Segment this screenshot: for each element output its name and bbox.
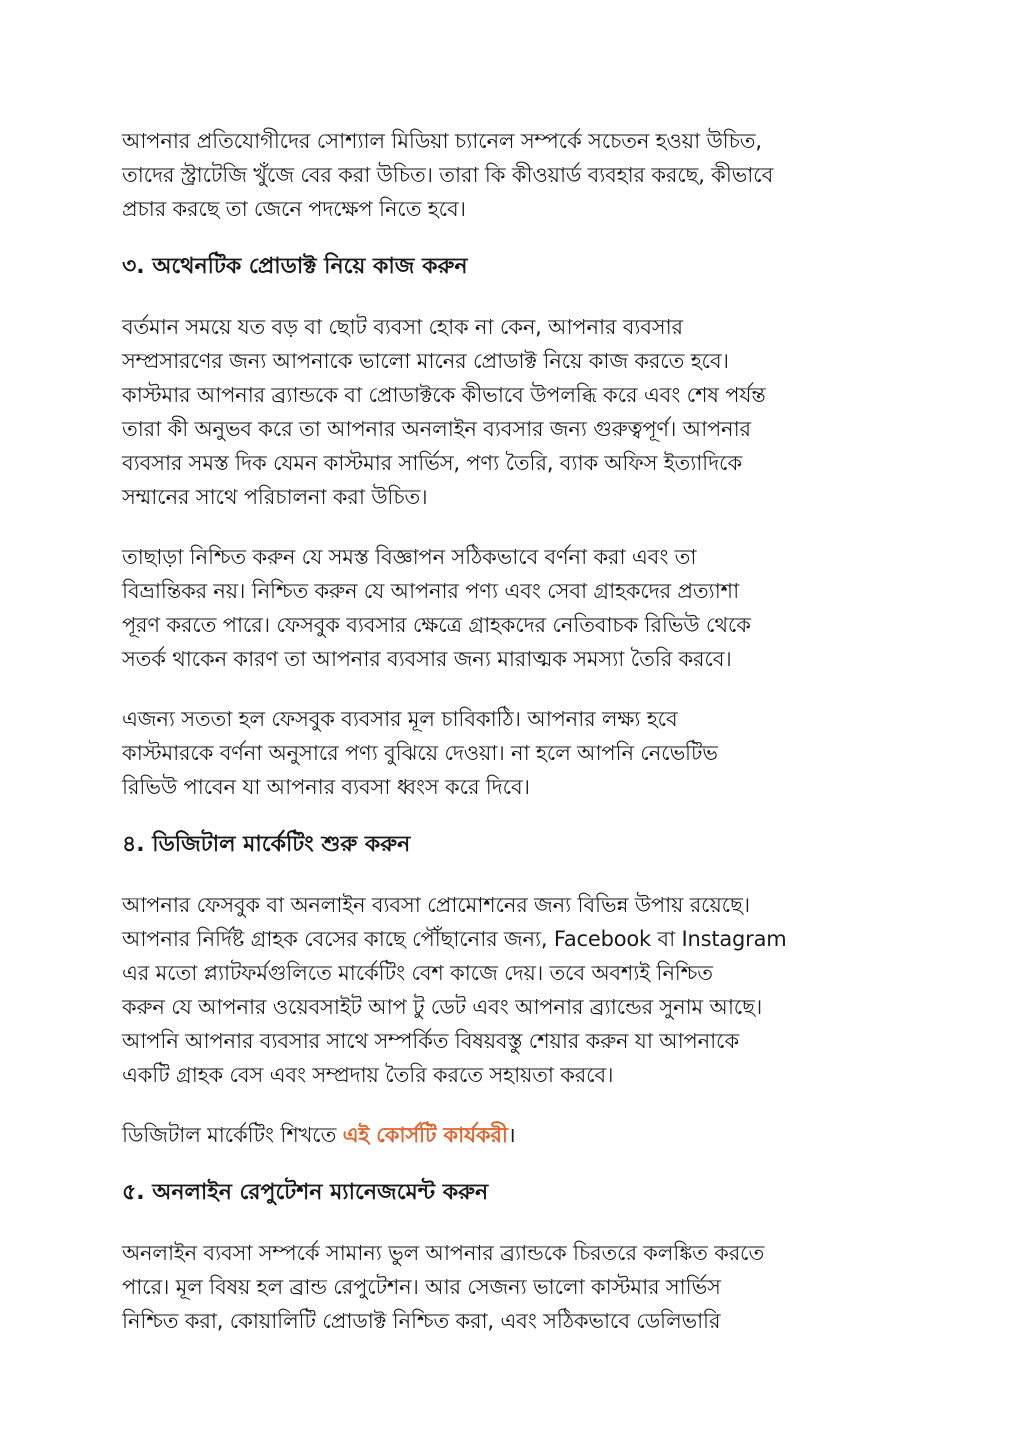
text-line: নিশ্চিত করা, কোয়ালিটি প্রোডাক্ট নিশ্চিত করা, এবং সঠিকভাবে ডেলিভারি xyxy=(122,1309,721,1333)
text-line: পূরণ করতে পারে। ফেসবুক ব্যবসার ক্ষেত্রে গ্রাহকদের নেতিবাচক রিভিউ থেকে xyxy=(122,613,751,637)
section-4-paragraph-1 xyxy=(122,888,902,1092)
document-content xyxy=(122,124,902,1338)
text-line: কাস্টমার আপনার ব্র্যান্ডকে বা প্রোডাক্টকে কীভাবে উপলব্ধি করে এবং শেষ পর্যন্ত xyxy=(122,383,766,407)
text-line: বর্তমান সময়ে যত বড় বা ছোট ব্যবসা হোক না কেন, আপনার ব্যবসার xyxy=(122,315,683,339)
text-line: তাছাড়া নিশ্চিত করুন যে সমস্ত বিজ্ঞাপন সঠিকভাবে বর্ণনা করা এবং তা xyxy=(122,545,697,569)
text-line: প্রচার করছে তা জেনে পদক্ষেপ নিতে হবে। xyxy=(122,197,466,221)
text-line: বিভ্রান্তিকর নয়। নিশ্চিত করুন যে আপনার পণ্য এবং সেবা গ্রাহকদের প্রত্যাশা xyxy=(122,579,739,603)
text-line xyxy=(122,1118,902,1152)
course-link[interactable]: এই কোর্সটি কার্যকরী xyxy=(342,1123,508,1147)
text-line: তারা কী অনুভব করে তা আপনার অনলাইন ব্যবসার জন্য গুরুত্বপূর্ণ। আপনার xyxy=(122,417,751,441)
text-line: পারে। মূল বিষয় হল ব্রান্ড রেপুটেশন। আর সেজন্য ভালো কাস্টমার সার্ভিস xyxy=(122,1275,721,1299)
text-line: একটি গ্রাহক বেস এবং সম্প্রদায় তৈরি করতে সহায়তা করবে। xyxy=(122,1063,614,1087)
text-line: অনলাইন ব্যবসা সম্পর্কে সামান্য ভুল আপনার ব্র্যান্ডকে চিরতরে কলঙ্কিত করতে xyxy=(122,1241,765,1265)
text-line: সম্প্রসারণের জন্য আপনাকে ভালো মানের প্রোডাক্ট নিয়ে কাজ করতে হবে। xyxy=(122,349,729,373)
section-3-heading: ৩. অথেনটিক প্রোডাক্ট নিয়ে কাজ করুন xyxy=(122,254,468,279)
text-line: সম্মানের সাথে পরিচালনা করা উচিত। xyxy=(122,485,428,509)
text-line: ব্যবসার সমস্ত দিক যেমন কাস্টমার সার্ভিস, পণ্য তৈরি, ব্যাক অফিস ইত্যাদিকে xyxy=(122,451,742,475)
section-3-paragraph-1 xyxy=(122,310,902,514)
text-line: তাদের স্ট্রাটেজি খুঁজে বের করা উচিত। তারা কি কীওয়ার্ড ব্যবহার করছে, কীভাবে xyxy=(122,163,774,187)
course-prefix-text: ডিজিটাল মার্কেটিং শিখতে xyxy=(122,1123,343,1147)
section-5-heading: ৫. অনলাইন রেপুটেশন ম্যানেজমেন্ট করুন xyxy=(122,1180,489,1205)
text-line: এর মতো প্ল্যাটফর্মগুলিতে মার্কেটিং বেশ কাজে দেয়। তবে অবশ্যই নিশ্চিত xyxy=(122,961,713,985)
text-line: কাস্টমারকে বর্ণনা অনুসারে পণ্য বুঝিয়ে দেওয়া। না হলে আপনি নেভেটিভ xyxy=(122,741,718,765)
section-5-paragraph-1 xyxy=(122,1236,902,1338)
text-line: সতর্ক থাকেন কারণ তা আপনার ব্যবসার জন্য মারাত্মক সমস্যা তৈরি করবে। xyxy=(122,647,732,671)
section-3-paragraph-3 xyxy=(122,702,902,804)
text-line: রিভিউ পাবেন যা আপনার ব্যবসা ধ্বংস করে দিবে। xyxy=(122,775,530,799)
section-4-paragraph-2 xyxy=(122,1118,902,1152)
intro-paragraph xyxy=(122,124,902,226)
section-4-heading: ৪. ডিজিটাল মার্কেটিং শুরু করুন xyxy=(122,832,411,857)
course-suffix-text: । xyxy=(507,1123,516,1147)
text-line: আপনি আপনার ব্যবসার সাথে সম্পর্কিত বিষয়বস্তু শেয়ার করুন যা আপনাকে xyxy=(122,1029,739,1053)
section-3-paragraph-2 xyxy=(122,540,902,676)
text-line: আপনার ফেসবুক বা অনলাইন ব্যবসা প্রোমোশনের জন্য বিভিন্ন উপায় রয়েছে। xyxy=(122,893,750,917)
text-line: এজন্য সততা হল ফেসবুক ব্যবসার মূল চাবিকাঠি। আপনার লক্ষ্য হবে xyxy=(122,707,678,731)
text-line: আপনার নির্দিষ্ট গ্রাহক বেসের কাছে পৌঁছানোর জন্য, Facebook বা Instagram xyxy=(122,927,787,951)
text-line: আপনার প্রতিযোগীদের সোশ্যাল মিডিয়া চ্যানেল সম্পর্কে সচেতন হওয়া উচিত, xyxy=(122,129,762,153)
text-line: করুন যে আপনার ওয়েবসাইট আপ টু ডেট এবং আপনার ব্র্যান্ডের সুনাম আছে। xyxy=(122,995,763,1019)
